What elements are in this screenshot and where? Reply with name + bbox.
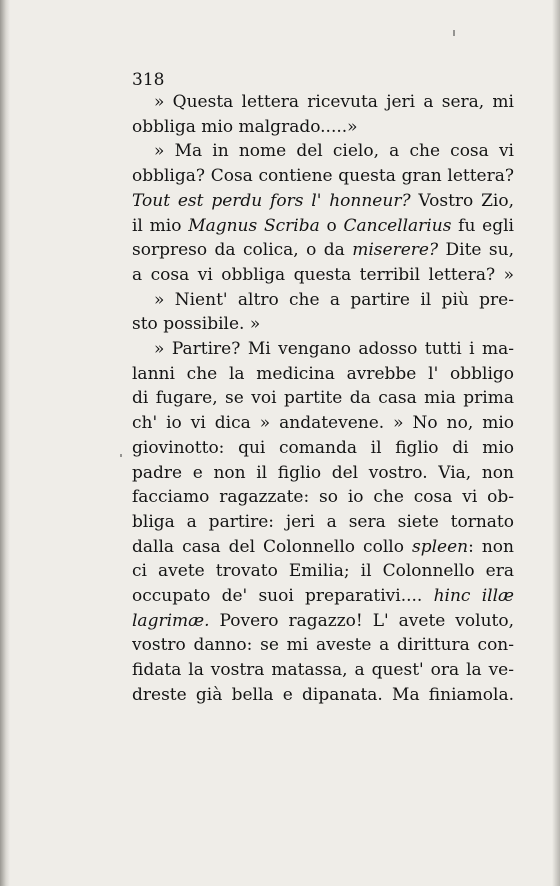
text-run: lanni che la medicina avrebbe l' obbligo	[132, 363, 514, 384]
text-run: fidata la vostra matassa, a quest' ora la ve-	[132, 660, 514, 681]
text-run: a cosa vi obbliga questa terribil lettera? »	[132, 264, 514, 285]
text-run: ci avete trovato Emilia; il Colonnello era	[132, 561, 514, 582]
text-run: o	[319, 215, 344, 236]
italic-text: miserere?	[352, 240, 439, 261]
text-run: dalla casa del Colonnello collo	[132, 536, 412, 557]
text-run: » Partire? Mi vengano adosso tutti i ma-	[154, 339, 514, 359]
text-run: il mio	[132, 215, 189, 236]
text-run: Povero ragazzo! L' avete voluto,	[209, 610, 514, 631]
italic-text: Tout est perdu fors l' honneur?	[132, 190, 411, 211]
text-run: dreste già bella e dipanata. Ma finiamola.	[132, 684, 514, 705]
text-run: fu egli	[451, 215, 514, 236]
text-run: obbliga mio malgrado.....»	[132, 116, 358, 137]
text-run: Dite su,	[438, 240, 514, 261]
text-run: giovinotto: qui comanda il figlio di mio	[132, 437, 514, 458]
text-run: ch' io vi dica » andatevene. » No no, mio	[132, 413, 514, 434]
italic-text: Cancellarius	[343, 215, 452, 236]
page-edge-shadow-right	[552, 0, 560, 886]
text-run: » Nient' altro che a partire il più pre-	[154, 289, 514, 310]
text-run: obbliga? Cosa contiene questa gran lettera?	[132, 166, 514, 187]
italic-text: hinc illæ	[433, 586, 514, 606]
text-run: bliga a partire: jeri a sera siete tornato	[132, 511, 514, 532]
text-run: » Ma in nome del cielo, a che cosa vi	[154, 141, 514, 162]
text-run: occupato de' suoi preparativi....	[132, 586, 434, 606]
ink-speck	[120, 454, 122, 457]
text-run: sto possibile. »	[132, 314, 261, 335]
text-run: facciamo ragazzate: so io che cosa vi ob-	[132, 487, 514, 508]
text-line	[132, 681, 514, 709]
italic-text: Magnus Scriba	[188, 215, 320, 236]
text-run: padre e non il figlio del vostro. Via, non	[132, 462, 514, 483]
page-edge-shadow-left	[0, 0, 10, 886]
text-run: vostro danno: se mi aveste a dirittura con-	[132, 635, 514, 656]
italic-text: spleen	[411, 536, 469, 557]
text-run: di fugare, se voi partite da casa mia prima	[132, 388, 514, 409]
text-run: » Questa lettera ricevuta jeri a sera, mi	[154, 92, 514, 112]
page-number: 318	[132, 70, 165, 90]
italic-text: lagrimæ.	[132, 610, 210, 631]
ink-speck	[453, 30, 455, 36]
text-run: sorpreso da colica, o da	[132, 240, 353, 261]
text-run: Vostro Zio,	[410, 190, 514, 211]
text-run: : non	[468, 536, 514, 557]
